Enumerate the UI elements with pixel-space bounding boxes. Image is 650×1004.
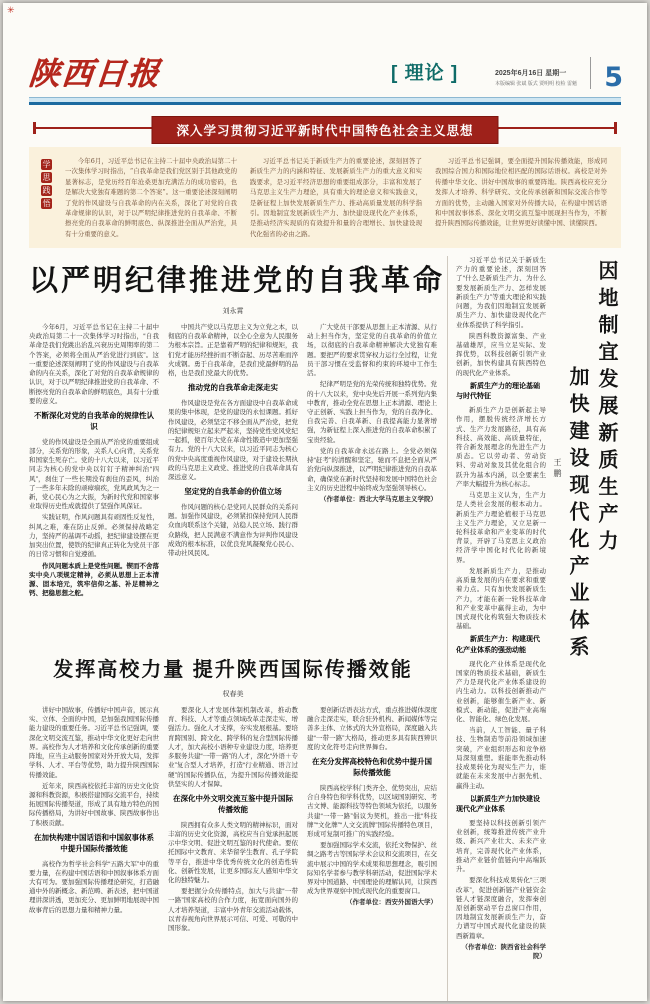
date-block: [495, 68, 577, 87]
paragraph: 作风建设是党在各方面建设中自我革命成果的集中体现，是党的建设的永恒课题。抓好作风建设，必须坚定不移全面从严治党，把党的纪律规矩立起来严起来，坚持党性党风党纪一起抓，使百年大党在革命性锻造中更加坚强有力。党的十八大以来，以习近平同志为核心的党中央高度重视作风建设，对于建设长期执政的马克思主义政党、推进党的自我革命具有深远意义。: [168, 400, 298, 481]
paragraph: 现代化产业体系是现代化国家的物质技术基础，新质生产力是现代化产业体系建设的内生动力。以科技创新推动产业创新，能够催生新产业、新模式、新动能，促进产业高端化、智能化、绿色化发展。: [456, 660, 546, 723]
article1-title: 以严明纪律推进党的自我革命: [29, 265, 446, 297]
subheading: 在深化中外文明交流互鉴中提升国际传播效能: [173, 793, 293, 814]
header-divider: [590, 57, 591, 89]
paragraph: 纪律严明是党的光荣传统和独特优势。党的十八大以来，党中央先后开展一系列党内集中教育，推动全党在思想上正本清源、理论上守正创新、实践上担当作为，党的自我净化、自我完善、自我革新、自我提高能力显著增强，为新征程上深入推进党的自我革命积累了宝贵经验。: [307, 381, 437, 444]
article2-column-1: [29, 706, 159, 1001]
sidebar-body-column: [456, 256, 546, 1001]
paragraph: 广大党员干部要从思想上正本清源、从行动上担当作为，坚定党的自我革命的价值立场，以彻底的自我革命精神解决大党独有难题。要把严的要求贯穿权力运行全过程，让党员干部习惯在受监督和约束的环境中工作生活。: [307, 324, 437, 378]
section-label: [ 理论 ]: [391, 63, 459, 84]
subheading: 推动党的自我革命走深走实: [188, 383, 278, 393]
paragraph: 新质生产力是创新起主导作用，摆脱传统经济增长方式、生产力发展路径，具有高科技、高效能、高质量特征，符合新发展理念的先进生产力质态。它以劳动者、劳动资料、劳动对象及其优化组合的跃升为基本内涵，以全要素生产率大幅提升为核心标志。: [456, 407, 546, 488]
intro-summary-2: 习近平总书记关于新质生产力的重要论述，深刻回答了新质生产力的内涵和特征、发展新质生产力的重大意义和实践要求，是习近平经济思想的重要组成部分，丰富和发展了马克思主义生产力理论，具有重大的理论意义和实践意义，是新征程上加快发展新质生产力、推动高质量发展的科学指引。因地制宜发展新质生产力、加快建设现代化产业体系，是推动经济实现质的有效提升和量的合理增长、加快建设现代化强省的必由之路。: [250, 157, 422, 238]
article1-author: 刘永霄: [222, 308, 244, 315]
paragraph: 发展新质生产力，是推动高质量发展的内在要求和重要着力点。只有加快发展新质生产力，才能在新一轮科技革命和产业变革中赢得主动，为中国式现代化构筑强大物质技术基础。: [456, 567, 546, 631]
banner-title: 深入学习贯彻习近平新时代中国特色社会主义思想: [151, 116, 498, 144]
subheading: 不断深化对党的自我革命的规律性认识: [34, 410, 154, 431]
page-number: 5: [604, 62, 623, 93]
intro-summary-1: 今年6月，习近平总书记在主持二十届中央政治局第二十一次集体学习时指出，“自我革命是我们党区别于其他政党的显著标志，是党历经百年沧桑更加充满活力的成功密码，也是解决大党独有难题的第二个答案”。这一重要论述深刻阐明了党的作风建设与自我革命的内在关系，深化了对党的自我革命规律的认识，对于以严明纪律推进党的自我革命、不断擦亮党的自我革命的鲜明底色、纵深推进全面从严治党，具有十分重要的意义。: [65, 157, 237, 238]
header-rule: [29, 97, 621, 105]
paragraph: 要加强国际学术交流，依托文物保护、丝绸之路考古等国际学术会议和交流项目，在交流中展示中国的学术成果和思想理念，吸引国际知名学者参与教学科研活动，促进国际学术界对中国道路、中国理论的理解认同，让陕西成为世界观察中国式现代化的重要窗口。: [307, 842, 437, 896]
main-articles: [29, 256, 446, 1001]
editor-intro: [29, 147, 621, 248]
paragraph: 陕西高校学科门类齐全、优势突出，应结合自身特色和学科优势，以区域国别研究、考古文博、能源科技等特色领域为依托，以服务共建“一带一路”倡议为契机，推出一批“科技牌”“文化牌”“人文交流牌”国际传播特色项目，形成可复制可推广的实践经验。: [307, 784, 437, 838]
paragraph: 党的自我革命永远在路上。全党必须保持“赶考”的清醒和坚定，驰而不息把全面从严治党向纵深推进，以严明纪律推进党的自我革命，确保党在新时代坚持和发展中国特色社会主义的历史进程中始终成为坚强领导核心。: [307, 447, 437, 492]
subheading: 坚定党的自我革命的价值立场: [184, 487, 282, 497]
author-affiliation: （作者单位：西北大学马克思主义学院）: [320, 495, 437, 503]
paragraph: 讲好中国故事，传播好中国声音，展示真实、立体、全面的中国，是加强我国国际传播能力建设的重要任务。习近平总书记强调，要深化文明交流互鉴，推动中华文化更好走向世界。高校作为人才培养和文化传承创新的重要阵地，应当主动服务国家对外开放大局，发挥学科、人才、平台等优势，助力提升陕西国际传播效能。: [29, 707, 159, 779]
paragraph: 要深化科技成果转化“三项改革”，促进创新链产业链资金链人才链深度融合，发挥秦创原创新驱动平台总窗口作用，因地制宜发展新质生产力，奋力谱写中国式现代化建设的陕西新篇章。: [456, 877, 546, 940]
article1-column-3: [307, 323, 437, 641]
sidebar-title-line-2: 加快建设现代化产业体系: [566, 366, 588, 663]
paragraph: 近年来，陕西高校依托丰富的历史文化资源和科教资源，积极搭建国际交流平台，持续拓展国际传播渠道，形成了具有地方特色的国际传播格局，为讲好中国故事、陕西故事作出了积极贡献。: [29, 782, 159, 827]
paragraph: 习近平总书记关于新质生产力的重要论述，深刻回答了“什么是新质生产力、为什么要发展新质生产力、怎样发展新质生产力”等重大理论和实践问题，为我们因地制宜发展新质生产力、加快建设现代化产业体系提供了科学指引。: [456, 257, 546, 329]
intro-summary-3: 习近平总书记强调，要全面提升国际传播效能，形成同我国综合国力和国际地位相匹配的国际话语权。高校是对外传播中华文化、讲好中国故事的重要阵地。陕西高校应充分发挥人才培养、科学研究、文化传承创新和国际交流合作等方面的优势，主动融入国家对外传播大局，在构建中国话语和中国叙事体系、深化文明交流互鉴中展现担当作为，不断提升陕西国际传播效能，让世界更好读懂中国、读懂陕西。: [435, 157, 607, 228]
paragraph: 马克思主义认为，生产力是人类社会发展的根本动力。新质生产力理论植根于马克思主义生产力理论，又立足新一轮科技革命和产业变革的时代背景，开辟了马克思主义政治经济学中国化时代化的新境界。: [456, 492, 546, 564]
paragraph: 陕西拥有众多人类文明的精神标识，面对丰富的历史文化资源，高校应当自觉承担起展示中华文明、促进文明互鉴的时代使命。要依托国际中文教育、来华留学生教育、孔子学院等平台，推进中华优秀传统文化的创造性转化、创新性发展，让更多国际友人感知中华文化的独特魅力。: [168, 821, 298, 885]
paragraph: 陕西科教资源富集、产业基础雄厚，应当立足实际、发挥优势，以科技创新引领产业创新，加快构建具有陕西特色的现代化产业体系。: [456, 332, 546, 377]
article2-column-2: [168, 706, 298, 1001]
subheading: 以新质生产力加快建设现代化产业体系: [456, 795, 540, 813]
author-affiliation: （作者单位：陕西省社会科学院）: [461, 943, 546, 961]
paragraph: 作风问题本质上是党性问题。锲而不舍落实中央八项规定精神，必须从思想上正本清源、固本培元，筑牢信仰之基、补足精神之钙、把稳思想之舵。: [29, 562, 159, 598]
article2-title: 发挥高校力量 提升陕西国际传播效能: [53, 659, 413, 681]
content-area: [29, 256, 621, 1001]
article-self-revolution: [29, 258, 446, 641]
article1-column-1: [29, 323, 159, 641]
article2-author: 权春美: [222, 691, 244, 698]
paragraph: 高校作为哲学社会科学“五路大军”中的重要力量，在构建中国话语和中国叙事体系方面大有可为。要加强国际传播理论研究，打造融通中外的新概念、新范畴、新表述，把中国道理讲深讲透，更加充分、更加鲜明地展现中国故事背后的思想力量和精神力量。: [29, 860, 159, 914]
subheading: 在加快构建中国话语和中国叙事体系中提升国际传播效能: [34, 832, 154, 853]
paragraph: 当前，人工智能、量子科技、生物制造等前沿领域加速突破，产业组织形态和竞争格局深刻重塑。谁能率先推动科技成果转化为现实生产力，谁就能在未来发展中占据先机、赢得主动。: [456, 727, 546, 790]
author-affiliation: （作者单位：西安外国语大学）: [346, 899, 437, 907]
date-text: 2025年6月16日 星期一: [495, 70, 567, 77]
paragraph: 党的作风建设是全面从严治党的重要组成部分，关系党的形象，关系人心向背，关系党和国家生死存亡。党的十八大以来，以习近平同志为核心的党中央以钉钉子精神纠治“四风”，刹住了一些长期没有刹住的歪风，纠治了一些多年未除的顽瘴痼疾，党风政风为之一新，党心民心为之大振，为新时代党和国家事业取得历史性成就提供了坚强作风保证。: [29, 438, 159, 511]
staff-credits: 本版编辑 张斌 版式 贾明明 校检 雷魁: [495, 81, 577, 87]
article1-columns: [29, 323, 437, 641]
label-char: 悟: [42, 199, 51, 208]
subheading: 新质生产力：构建现代化产业体系的强劲动能: [456, 636, 540, 654]
sidebar-author: 王鹏: [553, 458, 562, 480]
article2-columns: [29, 706, 437, 1001]
corner-mark: ✳: [7, 5, 15, 15]
subheading: 新质生产力的理论基础与时代特征: [456, 382, 540, 400]
article-new-productive-forces: [447, 256, 621, 1001]
sidebar-vertical-title: [552, 256, 621, 1001]
sidebar-title-line-1: 因地制宜发展新质生产力: [595, 260, 617, 557]
theme-banner: [29, 116, 621, 140]
paragraph: 今年6月，习近平总书记在主持二十届中央政治局第二十一次集体学习时指出，“自我革命是我们党跳出治乱兴衰历史周期率的第二个答案，必须将全面从严治党进行到底”。这一重要论述深刻阐明了党的作风建设与自我革命的内在关系，深化了对党的自我革命规律的认识，对于以严明纪律推进党的自我革命、不断擦亮党的自我革命的鲜明底色，具有十分重要的意义。: [29, 324, 159, 405]
paragraph: 要深化人才发展体制机制改革，推动教育、科技、人才等重点领域改革走深走实、增强活力。强化人才支撑，夯实发展根基。要培育跨国别、跨文化、跨学科的复合型国际传播人才，加大高校小语种专业建设力度，培养更多服务共建“一带一路”的人才，深化“外语＋专业”复合型人才培养，打造“行业精通、语言过硬”的国际传播队伍，为提升国际传播效能提供坚实的人才保障。: [168, 707, 298, 788]
paragraph: 要坚持以科技创新引领产业创新，统筹推进传统产业升级、新兴产业壮大、未来产业培育，完善现代化产业体系，推动产业链价值链向中高端跃升。: [456, 820, 546, 874]
banner-endcap-left: [33, 122, 36, 134]
newspaper-masthead: 陕西日报: [27, 56, 163, 92]
paragraph: 中国共产党以马克思主义为立党之本，以彻底的自我革命精神，以全心全意为人民服务为根本宗旨。正是靠着严明的纪律和规矩，我们党才能历经挫折而不断奋起、历尽苦难而淬火成钢。勇于自我革命，是我们党最鲜明的品格，也是我们党最大的优势。: [168, 324, 298, 378]
label-char: 学: [42, 160, 51, 169]
paragraph: 实践证明，作风问题具有顽固性反复性，纠风之难，难在防止反弹。必须保持战略定力，坚持严的基调不动摇，把纪律建设摆在更加突出位置，使铁的纪律真正转化为党员干部的日常习惯和自觉遵循。: [29, 514, 159, 559]
label-char: 思: [42, 173, 51, 182]
subheading: 在充分发挥高校特色和优势中提升国际传播效能: [312, 757, 432, 777]
paragraph: 作风问题的核心是党同人民群众的关系问题。加强作风建设，必须紧扣保持党同人民群众血肉联系这个关键，站稳人民立场、践行群众路线，把人民满意不满意作为评判作风建设成效的根本标准，以优良党风凝聚党心民心、带动社风民风。: [168, 504, 298, 558]
article2-column-3: [307, 706, 437, 1001]
banner-endcap-right: [614, 122, 617, 134]
page-header: [3, 3, 647, 97]
newspaper-page: [3, 3, 647, 1001]
paragraph: 要把握分众传播特点，加大与共建“一带一路”国家高校的合作力度，拓宽面向国外的人才培养渠道，丰富中外青年交流活动载体，以青春视角向世界展示可信、可爱、可敬的中国形象。: [168, 888, 298, 933]
article1-column-2: [168, 323, 298, 641]
label-char: 践: [42, 186, 51, 195]
paragraph: 要创新话语表达方式，重点推进媒体深度融合走深走实，联合驻外机构、新闻媒体等完善多主体、立体式的大外宣格局，深度融入共建“一带一路”大格局，推动更多具有陕西辨识度的文化符号走向世界舞台。: [307, 707, 437, 751]
intro-column-label: [41, 156, 52, 239]
article-international-communication: [29, 653, 437, 1001]
